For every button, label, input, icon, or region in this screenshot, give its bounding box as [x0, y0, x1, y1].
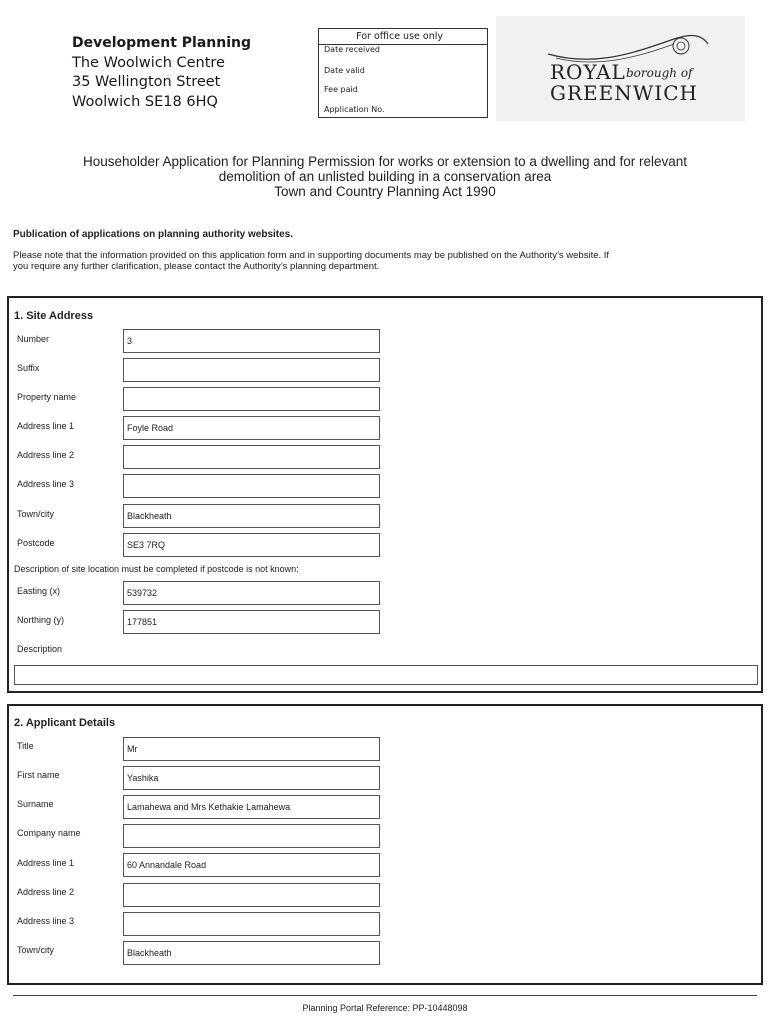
org-line-1: The Woolwich Centre: [72, 54, 225, 71]
applicant-address-line1-label: Address line 1: [17, 858, 75, 868]
applicant-town-field[interactable]: Blackheath: [123, 941, 380, 965]
applicant-surname-field[interactable]: Lamahewa and Mrs Kethakie Lamahewa: [123, 795, 380, 819]
applicant-details-section: [7, 704, 763, 985]
northing-label: Northing (y): [17, 615, 65, 625]
applicant-title-field[interactable]: Mr: [123, 737, 380, 761]
publication-heading: Publication of applications on planning authority websites.: [13, 229, 294, 240]
site-address-line1-label: Address line 1: [17, 421, 75, 431]
org-name: Development Planning: [72, 35, 252, 51]
applicant-company-field[interactable]: [123, 824, 380, 848]
publication-line-1: Please note that the information provided on this application form and in supporting documents may be published on the Authority’s website. If: [13, 250, 610, 261]
site-postcode-label: Postcode: [17, 538, 55, 548]
site-suffix-field[interactable]: [123, 358, 380, 382]
applicant-first-name-field[interactable]: Yashika: [123, 766, 380, 790]
description-label: Description: [17, 644, 63, 654]
site-address-line1-field[interactable]: Foyle Road: [123, 416, 380, 440]
site-address-title: 1. Site Address: [14, 310, 94, 322]
northing-field[interactable]: 177851: [123, 610, 380, 634]
site-address-line2-label: Address line 2: [17, 450, 75, 460]
organisation-address: [72, 34, 251, 112]
site-number-label: Number: [17, 334, 50, 344]
site-location-note: Description of site location must be completed if postcode is not known:: [14, 564, 299, 574]
office-use-heading: For office use only: [319, 29, 487, 45]
office-row-application-no: Application No.: [324, 105, 385, 114]
office-row-date-received: Date received: [324, 45, 380, 54]
applicant-company-label: Company name: [17, 828, 81, 838]
royal-greenwich-logo: [496, 16, 745, 121]
applicant-address-line1-field[interactable]: 60 Annandale Road: [123, 853, 380, 877]
logo-greenwich: GREENWICH: [550, 81, 698, 105]
office-row-fee-paid: Fee paid: [324, 85, 358, 94]
easting-field[interactable]: 539732: [123, 581, 380, 605]
logo-royal: ROYAL: [550, 60, 626, 84]
office-row-date-valid: Date valid: [324, 66, 365, 75]
site-town-label: Town/city: [17, 509, 55, 519]
easting-label: Easting (x): [17, 586, 61, 596]
form-title: [0, 154, 770, 199]
logo-borough-of: borough of: [626, 66, 693, 80]
applicant-details-title: 2. Applicant Details: [14, 717, 116, 729]
publication-text: [13, 250, 758, 272]
site-address-line3-label: Address line 3: [17, 479, 75, 489]
applicant-first-name-label: First name: [17, 770, 60, 780]
office-use-box: [318, 28, 488, 118]
site-number-field[interactable]: 3: [123, 329, 380, 353]
applicant-address-line3-field[interactable]: [123, 912, 380, 936]
site-address-line2-field[interactable]: [123, 445, 380, 469]
site-property-name-label: Property name: [17, 392, 77, 402]
site-suffix-label: Suffix: [17, 363, 40, 373]
applicant-surname-label: Surname: [17, 799, 54, 809]
publication-line-2: you require any further clarification, please contact the Authority’s planning department.: [13, 261, 380, 272]
site-address-section: [7, 296, 763, 693]
applicant-town-label: Town/city: [17, 945, 55, 955]
title-line-3: Town and Country Planning Act 1990: [274, 184, 496, 199]
title-line-2: demolition of an unlisted building in a conservation area: [218, 169, 552, 184]
planning-portal-reference: Planning Portal Reference: PP-10448098: [302, 1003, 468, 1013]
site-address-line3-field[interactable]: [123, 474, 380, 498]
applicant-address-line2-field[interactable]: [123, 883, 380, 907]
org-line-3: Woolwich SE18 6HQ: [72, 93, 218, 110]
footer-divider: [13, 995, 757, 996]
org-line-2: 35 Wellington Street: [72, 74, 221, 90]
title-line-1: Householder Application for Planning Permission for works or extension to a dwelling and for relevant: [82, 154, 688, 169]
applicant-address-line2-label: Address line 2: [17, 887, 75, 897]
description-field[interactable]: [14, 665, 758, 685]
applicant-title-label: Title: [17, 741, 34, 751]
site-town-field[interactable]: Blackheath: [123, 504, 380, 528]
site-postcode-field[interactable]: SE3 7RQ: [123, 533, 380, 557]
applicant-address-line3-label: Address line 3: [17, 916, 75, 926]
site-property-name-field[interactable]: [123, 387, 380, 411]
